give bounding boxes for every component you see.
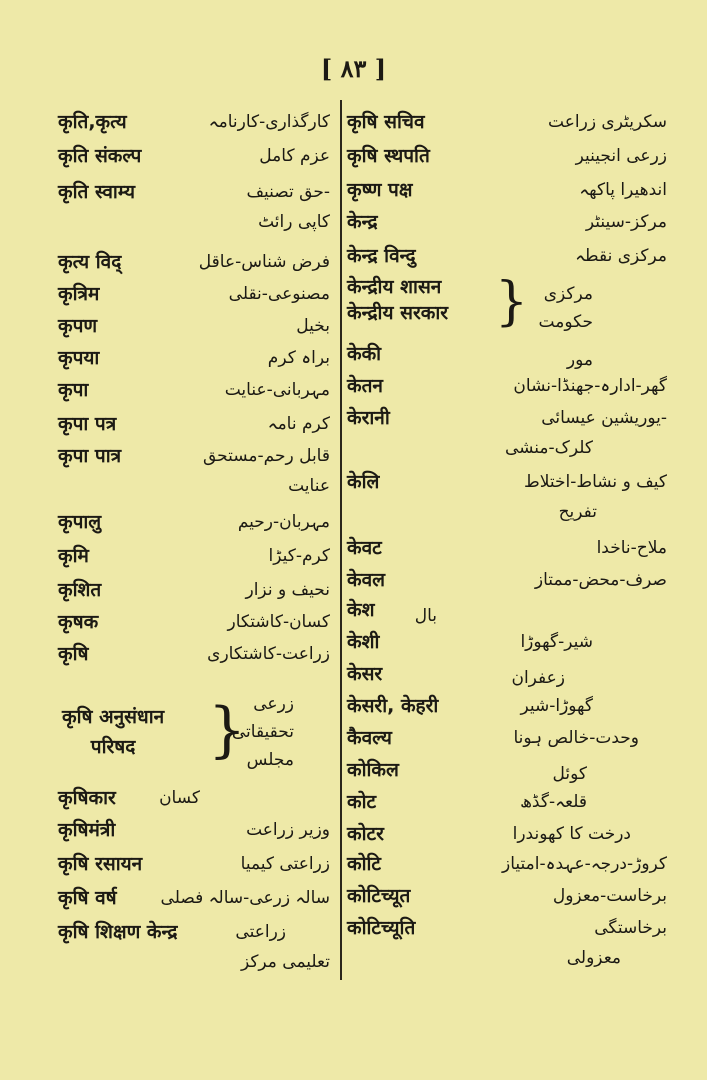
- group-brace: }: [208, 695, 247, 765]
- dictionary-entry: [58, 918, 330, 984]
- entry-hindi: कृषि स्थपति: [347, 145, 430, 167]
- entry-hindi: कृति,कृत्य: [58, 111, 127, 133]
- entry-urdu: کیف و نشاط-اختلاط: [524, 472, 667, 492]
- entry-hindi: कृति स्वाम्य: [58, 181, 136, 203]
- entry-hindi: केरानी: [347, 407, 390, 429]
- group-urdu-line: مرکزی: [543, 284, 593, 304]
- dictionary-entry: [347, 468, 667, 534]
- entry-hindi: केशी: [347, 631, 380, 653]
- entry-urdu: زراعت-کاشتکاری: [207, 644, 330, 664]
- entry-urdu-continued: کلرک-منشی: [504, 438, 593, 458]
- entry-urdu: کسان-کاشتکار: [227, 612, 330, 632]
- entry-hindi: कृषिमंत्री: [58, 819, 116, 841]
- dictionary-entry: [58, 442, 330, 508]
- entry-urdu: قابل رحم-مستحق: [202, 446, 330, 466]
- entry-hindi: कृपा पत्र: [58, 413, 117, 435]
- entry-urdu: گھوڑا-شیر: [520, 696, 593, 716]
- entry-urdu: برخاستگی: [594, 918, 667, 938]
- entry-urdu: عزم کامل: [259, 146, 330, 166]
- dictionary-entry: [347, 108, 667, 142]
- entry-hindi: कृति संकल्प: [58, 145, 142, 167]
- entry-hindi: कृत्य विद्: [58, 251, 122, 273]
- dictionary-entry: [347, 850, 667, 882]
- entry-urdu: زراعتی: [235, 922, 286, 942]
- dictionary-entry: [58, 410, 330, 442]
- group-hindi-line: परिषद: [90, 736, 136, 758]
- entry-hindi: केवट: [347, 537, 382, 559]
- entry-hindi: केश: [347, 599, 375, 621]
- entry-urdu: فرض شناس-عاقل: [198, 252, 330, 272]
- dictionary-entry: [347, 340, 667, 372]
- dictionary-entry: [347, 242, 667, 274]
- entry-hindi: केन्द्र: [347, 211, 378, 233]
- entry-hindi: कृषि: [58, 643, 89, 665]
- entry-urdu: بال: [414, 606, 437, 626]
- entry-hindi: कृषि शिक्षण केन्द्र: [58, 921, 178, 943]
- dictionary-entry: [58, 542, 330, 576]
- dictionary-entry: [58, 178, 330, 248]
- group-hindi-line: केन्द्रीय शासन: [347, 276, 442, 298]
- dictionary-entry: [58, 142, 330, 178]
- dictionary-entry: [347, 534, 667, 566]
- group-urdu: [539, 280, 593, 336]
- entry-hindi: कृष्ण पक्ष: [347, 179, 413, 201]
- entry-urdu: مصنوعی-نقلی: [228, 284, 330, 304]
- entry-hindi: कृपा: [58, 379, 89, 401]
- entry-urdu: صرف-محض-ممتاز: [534, 570, 667, 590]
- dictionary-entry: [347, 882, 667, 914]
- entry-urdu: یوریشین عیسائی-: [541, 408, 667, 428]
- entry-urdu: گھر-ادارہ-جھنڈا-نشان: [513, 376, 667, 396]
- entry-urdu: براہ کرم: [267, 348, 330, 368]
- dictionary-entry: [347, 566, 667, 596]
- entry-urdu: کسان: [159, 788, 200, 808]
- entry-hindi: केलि: [347, 471, 380, 493]
- entry-urdu: کرم-کیڑا: [268, 546, 330, 566]
- entry-urdu: مرکزی نقطہ: [575, 246, 667, 266]
- entry-urdu: بخیل: [296, 316, 330, 336]
- entry-urdu: مہربانی-عنایت: [224, 380, 330, 400]
- entry-hindi: कृषि सचिव: [347, 111, 425, 133]
- entry-hindi: कोटि: [347, 853, 382, 875]
- entry-urdu: برخاست-معزول: [552, 886, 667, 906]
- dictionary-entry: [58, 850, 330, 884]
- entry-hindi: कोट: [347, 791, 377, 813]
- entry-urdu: وزیر زراعت: [246, 820, 330, 840]
- dictionary-entry: [347, 142, 667, 176]
- dictionary-entry: [58, 248, 330, 280]
- group-hindi-line: केन्द्रीय सरकार: [347, 302, 449, 324]
- dictionary-entry: [347, 788, 667, 820]
- dictionary-entry: [347, 596, 667, 628]
- entry-urdu: ملاح-ناخدا: [596, 538, 667, 558]
- entry-hindi: कृपण: [58, 315, 98, 337]
- entry-hindi: केतन: [347, 375, 383, 397]
- entry-urdu: کرم نامہ: [267, 414, 330, 434]
- entry-urdu: زعفران: [511, 668, 565, 688]
- entry-urdu: مہربان-رحیم: [237, 512, 330, 532]
- entry-hindi: कोटर: [347, 823, 384, 845]
- entry-urdu: زرعی انجینیر: [575, 146, 667, 166]
- entry-hindi: कृषक: [58, 611, 99, 633]
- entry-urdu-continued: معزولی: [566, 948, 621, 968]
- entry-hindi: केसरी, केहरी: [347, 695, 439, 717]
- entry-hindi: केन्द्र विन्दु: [347, 245, 416, 267]
- entry-urdu: زراعتی کیمیا: [240, 854, 330, 874]
- entry-hindi: कृत्रिम: [58, 283, 100, 305]
- entry-urdu-continued: عنایت: [288, 476, 330, 496]
- entry-hindi: कृषिकार: [58, 787, 116, 809]
- entry-urdu: سکریٹری زراعت: [548, 112, 667, 132]
- entry-hindi: केकी: [347, 343, 382, 365]
- group-urdu-line: تحقیقاتی: [231, 722, 294, 742]
- entry-urdu: حق تصنیف-: [246, 182, 330, 202]
- group-urdu-line: مجلس: [246, 750, 294, 770]
- dictionary-entry: [58, 312, 330, 344]
- group-brace: }: [495, 272, 529, 332]
- dictionary-entry: [58, 376, 330, 410]
- group-urdu-line: حکومت: [538, 312, 593, 332]
- group-hindi: [347, 274, 448, 326]
- entry-hindi: कृषि रसायन: [58, 853, 143, 875]
- entry-urdu: وحدت-خالص ہونا: [513, 728, 639, 748]
- entry-urdu: کارگذاری-کارنامہ: [208, 112, 330, 132]
- entry-urdu: قلعہ-گڈھ: [520, 792, 587, 812]
- entry-hindi: कृपालु: [58, 511, 102, 533]
- entry-urdu-continued: تعلیمی مرکز: [240, 952, 330, 972]
- entry-hindi: कोटिच्यूत: [347, 885, 411, 907]
- dictionary-entry: [347, 628, 667, 660]
- entry-urdu-continued: کاپی رائٹ: [258, 212, 330, 232]
- dictionary-entry: [58, 816, 330, 850]
- entry-urdu: درخت کا کھوندرا: [512, 824, 631, 844]
- grouped-entry: [58, 688, 330, 784]
- group-urdu-line: زرعی: [253, 694, 294, 714]
- entry-urdu: مرکز-سینٹر: [585, 212, 667, 232]
- dictionary-entry: [58, 344, 330, 376]
- dictionary-entry: [347, 756, 667, 788]
- entry-urdu: مور: [566, 350, 593, 370]
- dictionary-entry: [347, 660, 667, 692]
- dictionary-entry: [58, 508, 330, 542]
- dictionary-entry: [347, 372, 667, 404]
- entry-urdu: اندھیرا پاکھہ: [579, 180, 667, 200]
- entry-hindi: कृशित: [58, 579, 102, 601]
- entry-hindi: केवल: [347, 569, 386, 591]
- entry-urdu: شیر-گھوڑا: [520, 632, 593, 652]
- entry-hindi: कोटिच्यूति: [347, 917, 416, 939]
- right-column: [347, 108, 667, 978]
- entry-urdu: کوئل: [552, 764, 587, 784]
- dictionary-entry: [347, 914, 667, 978]
- entry-urdu: نحیف و نزار: [245, 580, 330, 600]
- entry-hindi: कृपया: [58, 347, 100, 369]
- dictionary-entry: [347, 176, 667, 208]
- entry-hindi: कृपा पात्र: [58, 445, 122, 467]
- dictionary-entry: [347, 404, 667, 468]
- dictionary-entry: [347, 692, 667, 724]
- dictionary-entry: [58, 884, 330, 918]
- entry-hindi: कृषि वर्ष: [58, 887, 117, 909]
- group-hindi: [62, 702, 164, 762]
- column-divider: [340, 100, 342, 980]
- entry-hindi: कैवल्य: [347, 727, 392, 749]
- left-column: [58, 108, 330, 984]
- page-number: [ ٨٣ ]: [320, 54, 387, 83]
- entry-urdu: سالہ زرعی-سالہ فصلی: [160, 888, 330, 908]
- dictionary-entry: [347, 724, 667, 756]
- entry-urdu-continued: تفریح: [558, 502, 597, 522]
- dictionary-entry: [347, 208, 667, 242]
- dictionary-entry: [58, 608, 330, 640]
- grouped-entry: [347, 274, 667, 340]
- group-hindi-line: कृषि अनुसंधान: [62, 706, 165, 728]
- dictionary-entry: [58, 640, 330, 688]
- dictionary-entry: [347, 820, 667, 850]
- entry-urdu: کروڑ-درجہ-عہدہ-امتیاز: [501, 854, 667, 874]
- entry-hindi: कृमि: [58, 545, 89, 567]
- dictionary-entry: [58, 576, 330, 608]
- dictionary-entry: [58, 784, 330, 816]
- dictionary-entry: [58, 108, 330, 142]
- dictionary-entry: [58, 280, 330, 312]
- group-urdu: [232, 690, 294, 774]
- entry-hindi: कोकिल: [347, 759, 399, 781]
- entry-hindi: केसर: [347, 663, 383, 685]
